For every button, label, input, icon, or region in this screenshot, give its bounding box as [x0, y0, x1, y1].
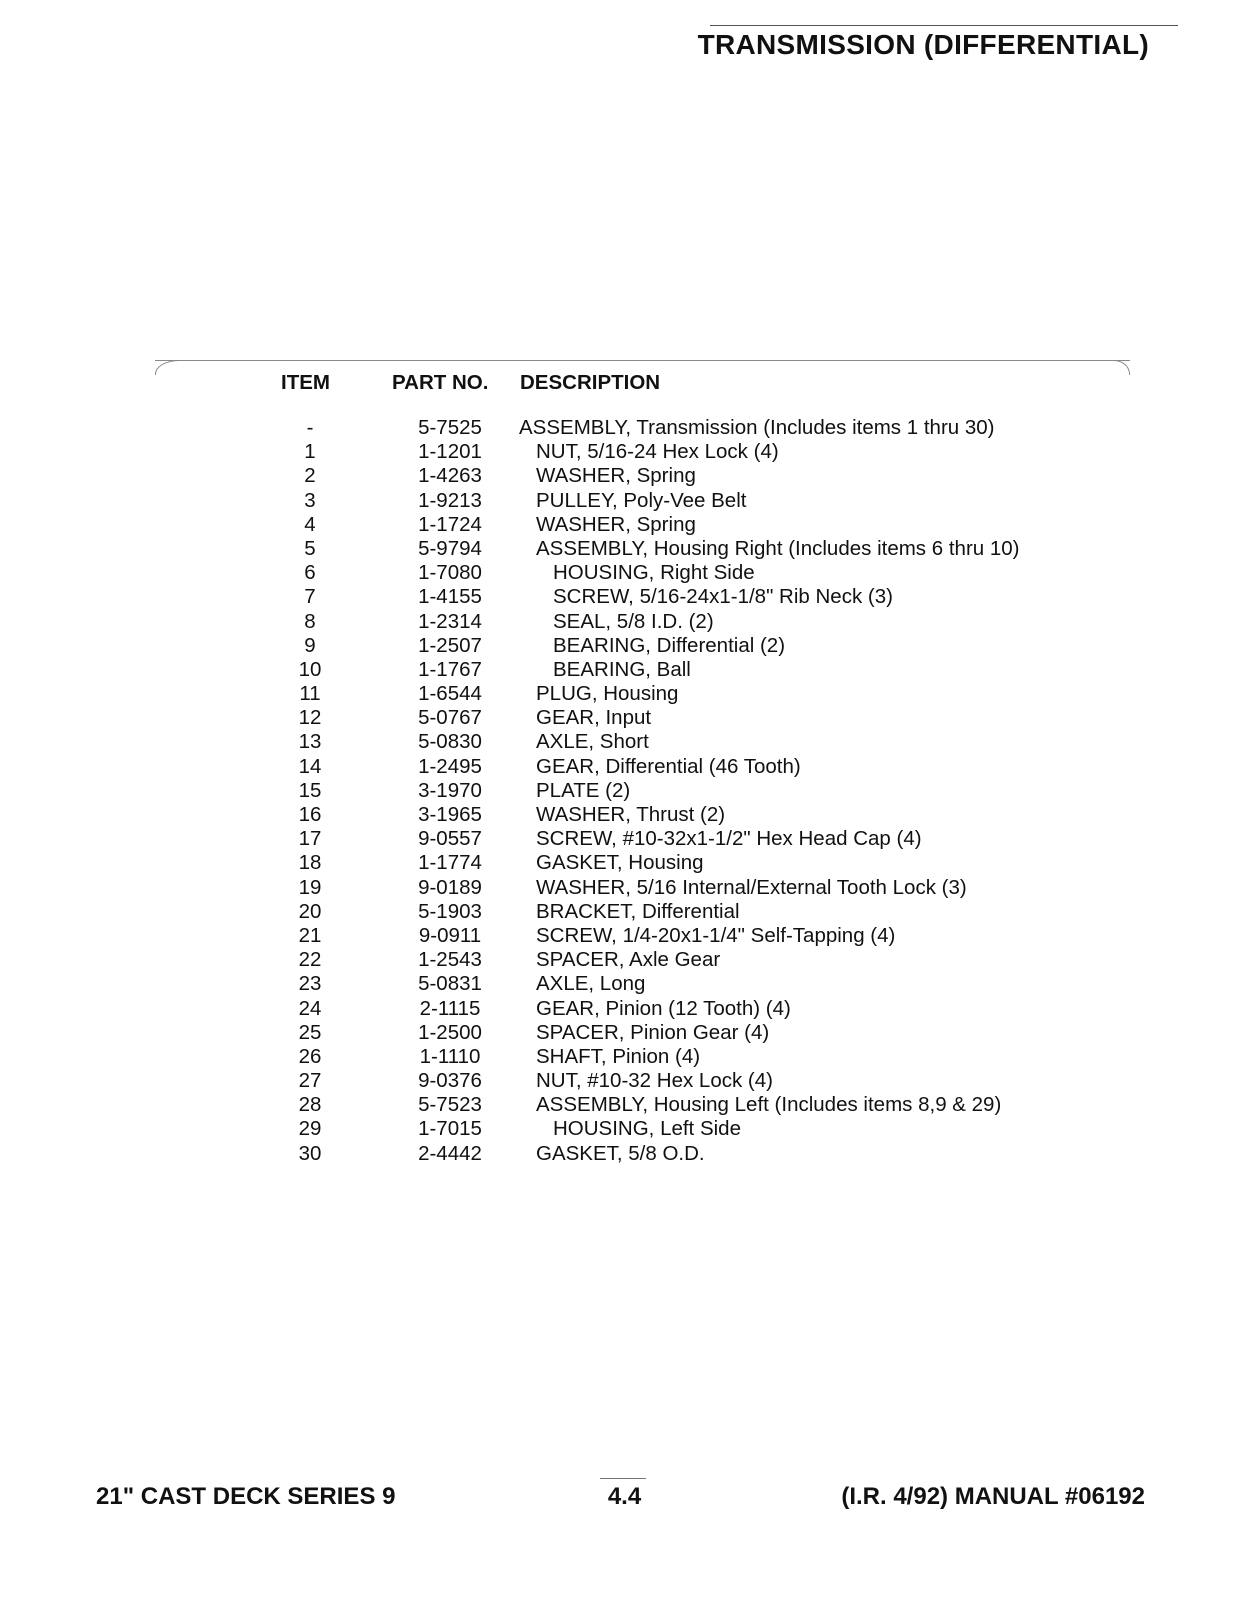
part-description: PLUG, Housing [536, 682, 679, 706]
part-description: ASSEMBLY, Transmission (Includes items 1 thru 30) [519, 416, 995, 439]
part-description: ASSEMBLY, Housing Right (Includes items 6 thru 10) [536, 536, 1020, 560]
part-description: GASKET, 5/8 O.D. [536, 1141, 705, 1165]
table-row [0, 513, 1237, 537]
page-number: 4.4 [607, 1483, 642, 1510]
item-number: 9 [304, 633, 316, 657]
part-description: GEAR, Input [536, 706, 652, 730]
part-description: GASKET, Housing [536, 851, 704, 875]
part-description: SCREW, #10-32x1-1/2" Hex Head Cap (4) [536, 827, 922, 851]
part-number: 9-0911 [418, 923, 482, 947]
item-number: 7 [304, 585, 316, 609]
part-number: 5-9794 [418, 536, 482, 560]
footer-manual: (I.R. 4/92) MANUAL #06192 [841, 1483, 1145, 1510]
item-number: 16 [298, 803, 322, 826]
table-row [0, 730, 1237, 754]
page-title: TRANSMISSION (DIFFERENTIAL) [697, 29, 1149, 60]
part-description: ASSEMBLY, Housing Left (Includes items 8,9 & 29) [536, 1093, 1002, 1117]
part-number: 1-2543 [418, 948, 482, 972]
item-number: 19 [298, 875, 322, 899]
item-number: 1 [304, 440, 316, 464]
item-number: 5 [304, 536, 316, 560]
part-description: WASHER, Spring [536, 464, 696, 488]
item-number: 13 [298, 730, 322, 754]
table-row [0, 1045, 1237, 1069]
part-number: 9-0189 [418, 875, 482, 899]
table-row [0, 924, 1237, 948]
part-number: 1-1767 [418, 657, 482, 681]
part-description: SEAL, 5/8 I.D. (2) [553, 609, 714, 633]
part-description: PULLEY, Poly-Vee Belt [536, 488, 747, 512]
part-description: SHAFT, Pinion (4) [536, 1044, 701, 1068]
table-row [0, 1069, 1237, 1093]
part-description: AXLE, Short [536, 730, 649, 754]
part-description: WASHER, Thrust (2) [536, 803, 726, 826]
item-number: 2 [304, 464, 316, 488]
table-row [0, 997, 1237, 1021]
item-number: 23 [298, 972, 322, 996]
part-description: HOUSING, Left Side [553, 1117, 741, 1141]
parts-list [0, 416, 1237, 1166]
part-number: 1-6544 [418, 682, 482, 706]
part-number: 5-7523 [418, 1093, 482, 1117]
part-number: 1-1774 [418, 851, 482, 875]
item-number: 12 [298, 706, 322, 730]
table-row [0, 464, 1237, 488]
item-number: 4 [304, 512, 316, 536]
table-row [0, 876, 1237, 900]
part-description: GEAR, Pinion (12 Tooth) (4) [536, 996, 791, 1020]
page-number-rule [600, 1478, 646, 1479]
part-description: WASHER, 5/16 Internal/External Tooth Lock (3) [536, 875, 967, 899]
part-number: 2-4442 [418, 1141, 482, 1165]
part-description: SCREW, 1/4-20x1-1/4" Self-Tapping (4) [536, 923, 896, 947]
item-number: 10 [298, 657, 322, 681]
item-number: 27 [298, 1069, 322, 1093]
part-description: GEAR, Differential (46 Tooth) [536, 754, 801, 778]
part-number: 1-1201 [418, 440, 482, 464]
table-row [0, 489, 1237, 513]
part-number: 1-7080 [418, 561, 482, 585]
part-number: 5-1903 [418, 899, 482, 923]
part-number: 9-0376 [418, 1069, 482, 1093]
title-rule [710, 25, 1178, 26]
table-row [0, 658, 1237, 682]
part-number: 1-2314 [418, 609, 482, 633]
part-number: 1-9213 [418, 488, 482, 512]
table-row [0, 900, 1237, 924]
part-description: HOUSING, Right Side [553, 561, 755, 585]
table-row [0, 972, 1237, 996]
part-number: 1-2507 [418, 633, 482, 657]
part-description: NUT, #10-32 Hex Lock (4) [536, 1069, 773, 1093]
item-number: 6 [304, 561, 316, 585]
part-description: SPACER, Pinion Gear (4) [536, 1020, 770, 1044]
part-description: NUT, 5/16-24 Hex Lock (4) [536, 440, 779, 464]
table-row [0, 851, 1237, 875]
part-number: 1-4263 [418, 464, 482, 488]
item-number: 15 [298, 778, 322, 802]
table-row [0, 634, 1237, 658]
part-description: BEARING, Differential (2) [553, 633, 786, 657]
table-row [0, 755, 1237, 779]
item-number: 26 [298, 1044, 322, 1068]
part-number: 1-1110 [419, 1044, 481, 1068]
item-number: 22 [298, 948, 322, 972]
table-row [0, 948, 1237, 972]
part-description: WASHER, Spring [536, 512, 696, 536]
part-description: SCREW, 5/16-24x1-1/8" Rib Neck (3) [553, 585, 893, 609]
table-row [0, 416, 1237, 440]
table-row [0, 682, 1237, 706]
table-row [0, 827, 1237, 851]
item-number: 24 [298, 996, 322, 1020]
part-number: 5-0830 [418, 730, 482, 754]
item-number: - [306, 416, 314, 439]
part-number: 2-1115 [419, 996, 481, 1020]
table-row [0, 561, 1237, 585]
part-number: 5-0767 [418, 706, 482, 730]
part-description: BRACKET, Differential [536, 899, 740, 923]
table-header-rule [155, 360, 1130, 361]
table-row [0, 1021, 1237, 1045]
part-description: AXLE, Long [536, 972, 646, 996]
part-description: PLATE (2) [536, 778, 631, 802]
table-row [0, 1142, 1237, 1166]
item-number: 8 [304, 609, 316, 633]
table-row [0, 779, 1237, 803]
part-number: 9-0557 [418, 827, 482, 851]
column-header-description: DESCRIPTION [520, 371, 661, 394]
table-row [0, 537, 1237, 561]
part-description: BEARING, Ball [553, 657, 691, 681]
item-number: 17 [298, 827, 322, 851]
part-number: 1-2500 [418, 1020, 482, 1044]
item-number: 29 [298, 1117, 322, 1141]
part-number: 1-2495 [418, 754, 482, 778]
part-number: 5-7525 [418, 416, 482, 439]
part-number: 3-1965 [418, 803, 482, 826]
column-header-item: ITEM [281, 371, 330, 394]
item-number: 11 [299, 682, 321, 706]
part-number: 5-0831 [418, 972, 482, 996]
part-number: 3-1970 [418, 778, 482, 802]
table-row [0, 706, 1237, 730]
part-description: SPACER, Axle Gear [536, 948, 721, 972]
table-row [0, 1117, 1237, 1141]
item-number: 30 [298, 1141, 322, 1165]
table-row [0, 585, 1237, 609]
item-number: 21 [298, 923, 322, 947]
item-number: 3 [304, 488, 316, 512]
table-row [0, 610, 1237, 634]
item-number: 18 [298, 851, 322, 875]
column-header-part-no: PART NO. [392, 371, 489, 394]
part-number: 1-1724 [418, 512, 482, 536]
table-row [0, 1093, 1237, 1117]
footer-model: 21" CAST DECK SERIES 9 [96, 1483, 396, 1510]
item-number: 14 [298, 754, 322, 778]
part-number: 1-4155 [418, 585, 482, 609]
part-number: 1-7015 [418, 1117, 482, 1141]
table-row [0, 803, 1237, 827]
item-number: 20 [298, 899, 322, 923]
item-number: 25 [298, 1020, 322, 1044]
table-row [0, 440, 1237, 464]
item-number: 28 [298, 1093, 322, 1117]
